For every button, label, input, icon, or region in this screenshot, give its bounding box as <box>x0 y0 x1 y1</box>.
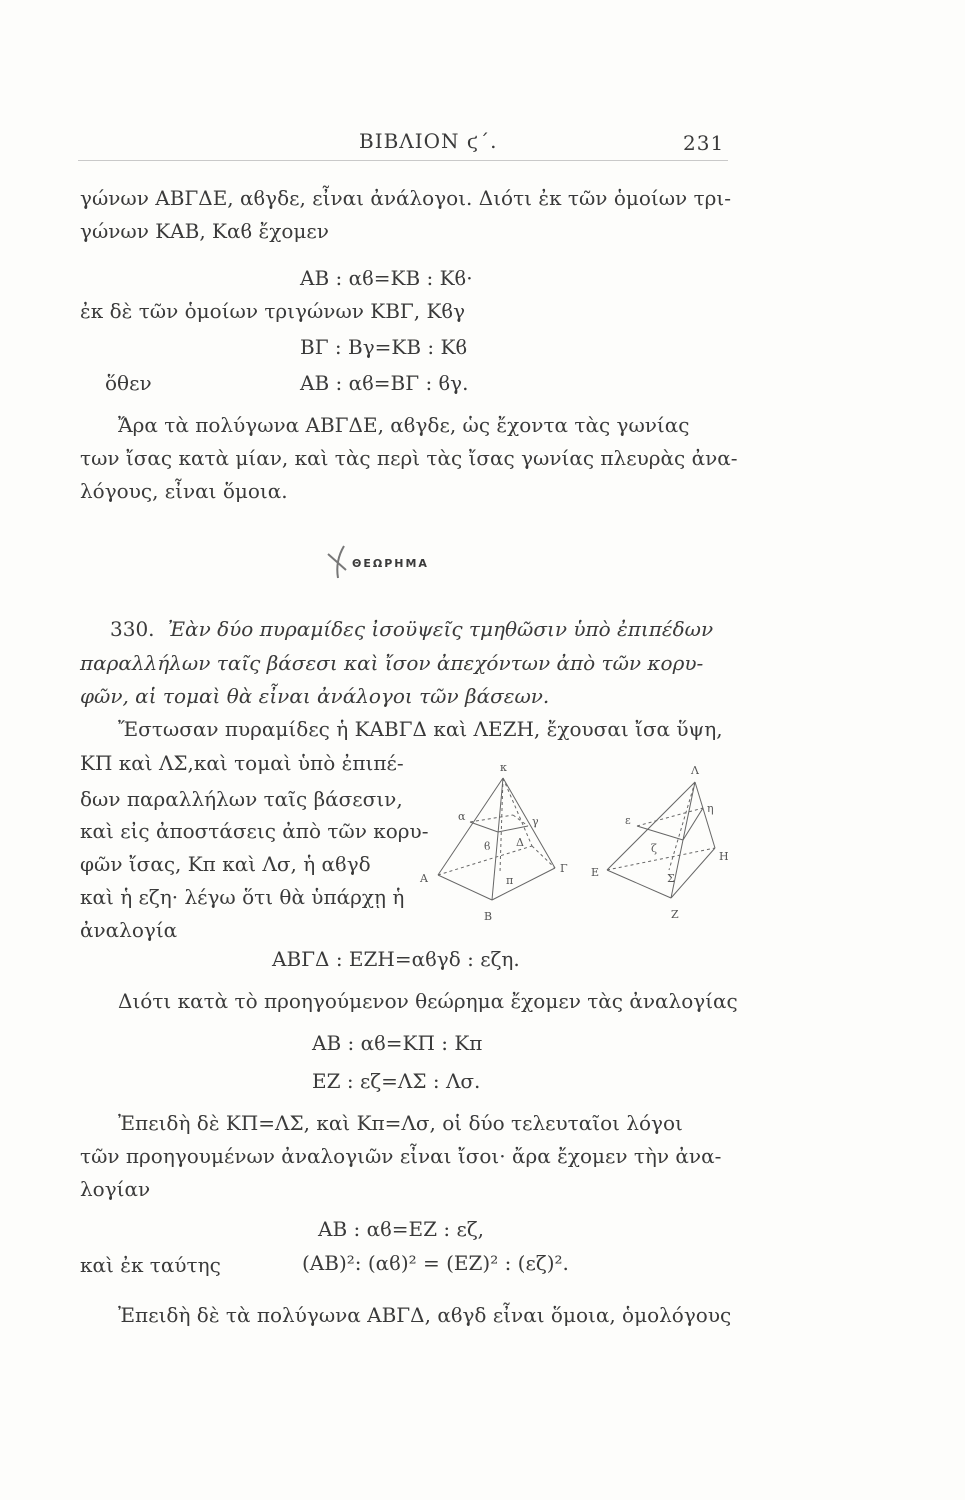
label-vertex: ζ <box>651 842 657 855</box>
text-line: ὅθεν <box>105 371 152 395</box>
text-line: ἀναλογία <box>80 918 178 942</box>
pyramid-figure-left <box>410 760 580 930</box>
text-line: δων παραλλήλων ταῖς βάσεσιν, <box>80 787 403 811</box>
equation: ΑΒ : αϐ=ΚΒ : Κϐ· <box>300 266 473 290</box>
label-vertex: Λ <box>691 764 699 777</box>
label-vertex: γ <box>532 815 539 828</box>
label-vertex: ϐ <box>484 840 491 853</box>
label-vertex: Σ <box>667 872 675 885</box>
label-vertex: κ <box>500 761 507 774</box>
text-line: λογίαν <box>80 1177 151 1201</box>
theorem-statement-line: Ἐὰν δύο πυραμίδες ἰσοϋψεῖς τμηθῶσιν ὑπὸ ἐπιπέδων <box>168 617 714 641</box>
text-line: Ἔστωσαν πυραμίδες ἡ ΚΑΒΓΔ καὶ ΛΕΖΗ, ἔχουσαι ἴσα ὕψη, <box>118 717 723 741</box>
equation: ΕΖ : εζ=ΛΣ : Λσ. <box>312 1069 481 1093</box>
label-vertex: Γ <box>560 862 568 875</box>
header-rule <box>78 160 728 161</box>
text-line: των ἴσας κατὰ μίαν, καὶ τὰς περὶ τὰς ἴσας γωνίας πλευρὰς ἀνα- <box>80 446 738 470</box>
text-line: Διότι κατὰ τὸ προηγούμενον θεώρημα ἔχομεν τὰς ἀναλογίας <box>118 989 738 1013</box>
label-vertex: Δ <box>516 836 524 849</box>
text-line: Ἐπειδὴ δὲ τὰ πολύγωνα ΑΒΓΔ, αϐγδ εἶναι ὅμοια, ὁμολόγους <box>118 1303 732 1327</box>
page-number: 231 <box>683 131 725 155</box>
running-title: ΒΙΒΛΙΟΝ ϛ΄. <box>359 129 498 153</box>
text-line: φῶν ἴσας, Κπ καὶ Λσ, ἡ αϐγδ <box>80 852 371 876</box>
label-vertex: Ε <box>591 866 600 879</box>
equation: ΑΒ : αϐ=ΒΓ : ϐγ. <box>300 371 469 395</box>
equation: ΑΒ : αϐ=ΕΖ : εζ, <box>318 1217 485 1241</box>
text-line: Ἐπειδὴ δὲ ΚΠ=ΛΣ, καὶ Κπ=Λσ, οἱ δύο τελευταῖοι λόγοι <box>118 1111 683 1135</box>
text-line: Ἄρα τὰ πολύγωνα ΑΒΓΔΕ, αϐγδε, ὡς ἔχοντα τὰς γωνίας <box>118 413 690 437</box>
equation: ΑΒ : αϐ=ΚΠ : Κπ <box>312 1031 483 1055</box>
text-line: τῶν προηγουμένων ἀναλογιῶν εἶναι ἴσοι· ἄρα ἔχομεν τὴν ἀνα- <box>80 1144 722 1168</box>
text-line: καὶ ἐκ ταύτης <box>80 1253 221 1277</box>
text-line: ἐκ δὲ τῶν ὁμοίων τριγώνων ΚΒΓ, Κϐγ <box>80 299 466 323</box>
theorem-heading: ΘΕΩΡΗΜΑ <box>352 557 429 570</box>
pen-mark-icon <box>324 540 352 580</box>
text-line: ΚΠ καὶ ΛΣ,καὶ τομαὶ ὑπὸ ἐπιπέ- <box>80 751 404 775</box>
text-line: γώνων ΚΑΒ, Καϐ ἔχομεν <box>80 219 329 243</box>
theorem-statement-line: φῶν, αἱ τομαὶ θὰ εἶναι ἀνάλογοι τῶν βάσεων. <box>80 684 550 708</box>
theorem-statement-line: παραλλήλων ταῖς βάσεσι καὶ ἴσον ἀπεχόντων ἀπὸ τῶν κορυ- <box>80 651 704 675</box>
label-vertex: Β <box>484 910 493 923</box>
text-line: λόγους, εἶναι ὅμοια. <box>80 479 288 503</box>
theorem-number: 330. <box>110 617 155 641</box>
text-line: καὶ εἰς ἀποστάσεις ἀπὸ τῶν κορυ- <box>80 819 429 843</box>
label-vertex: Α <box>420 872 428 885</box>
equation: ΑΒΓΔ : ΕΖΗ=αϐγδ : εζη. <box>272 947 520 971</box>
equation: ΒΓ : Βγ=ΚΒ : Κϐ <box>300 335 468 359</box>
equation: (ΑΒ)²: (αϐ)² = (ΕΖ)² : (εζ)². <box>302 1251 569 1275</box>
label-vertex: Ζ <box>671 908 679 921</box>
label-vertex: π <box>506 874 514 887</box>
label-vertex: α <box>458 810 466 823</box>
label-vertex: ε <box>625 814 631 827</box>
label-vertex: Η <box>719 850 729 863</box>
text-line: καὶ ἡ εζη· λέγω ὅτι θὰ ὑπάρχῃ ἡ <box>80 885 405 909</box>
pyramid-figure-right <box>585 760 735 930</box>
label-vertex: η <box>707 802 714 815</box>
text-line: γώνων ΑΒΓΔΕ, αϐγδε, εἶναι ἀνάλογοι. Διότι ἐκ τῶν ὁμοίων τρι- <box>80 186 731 210</box>
